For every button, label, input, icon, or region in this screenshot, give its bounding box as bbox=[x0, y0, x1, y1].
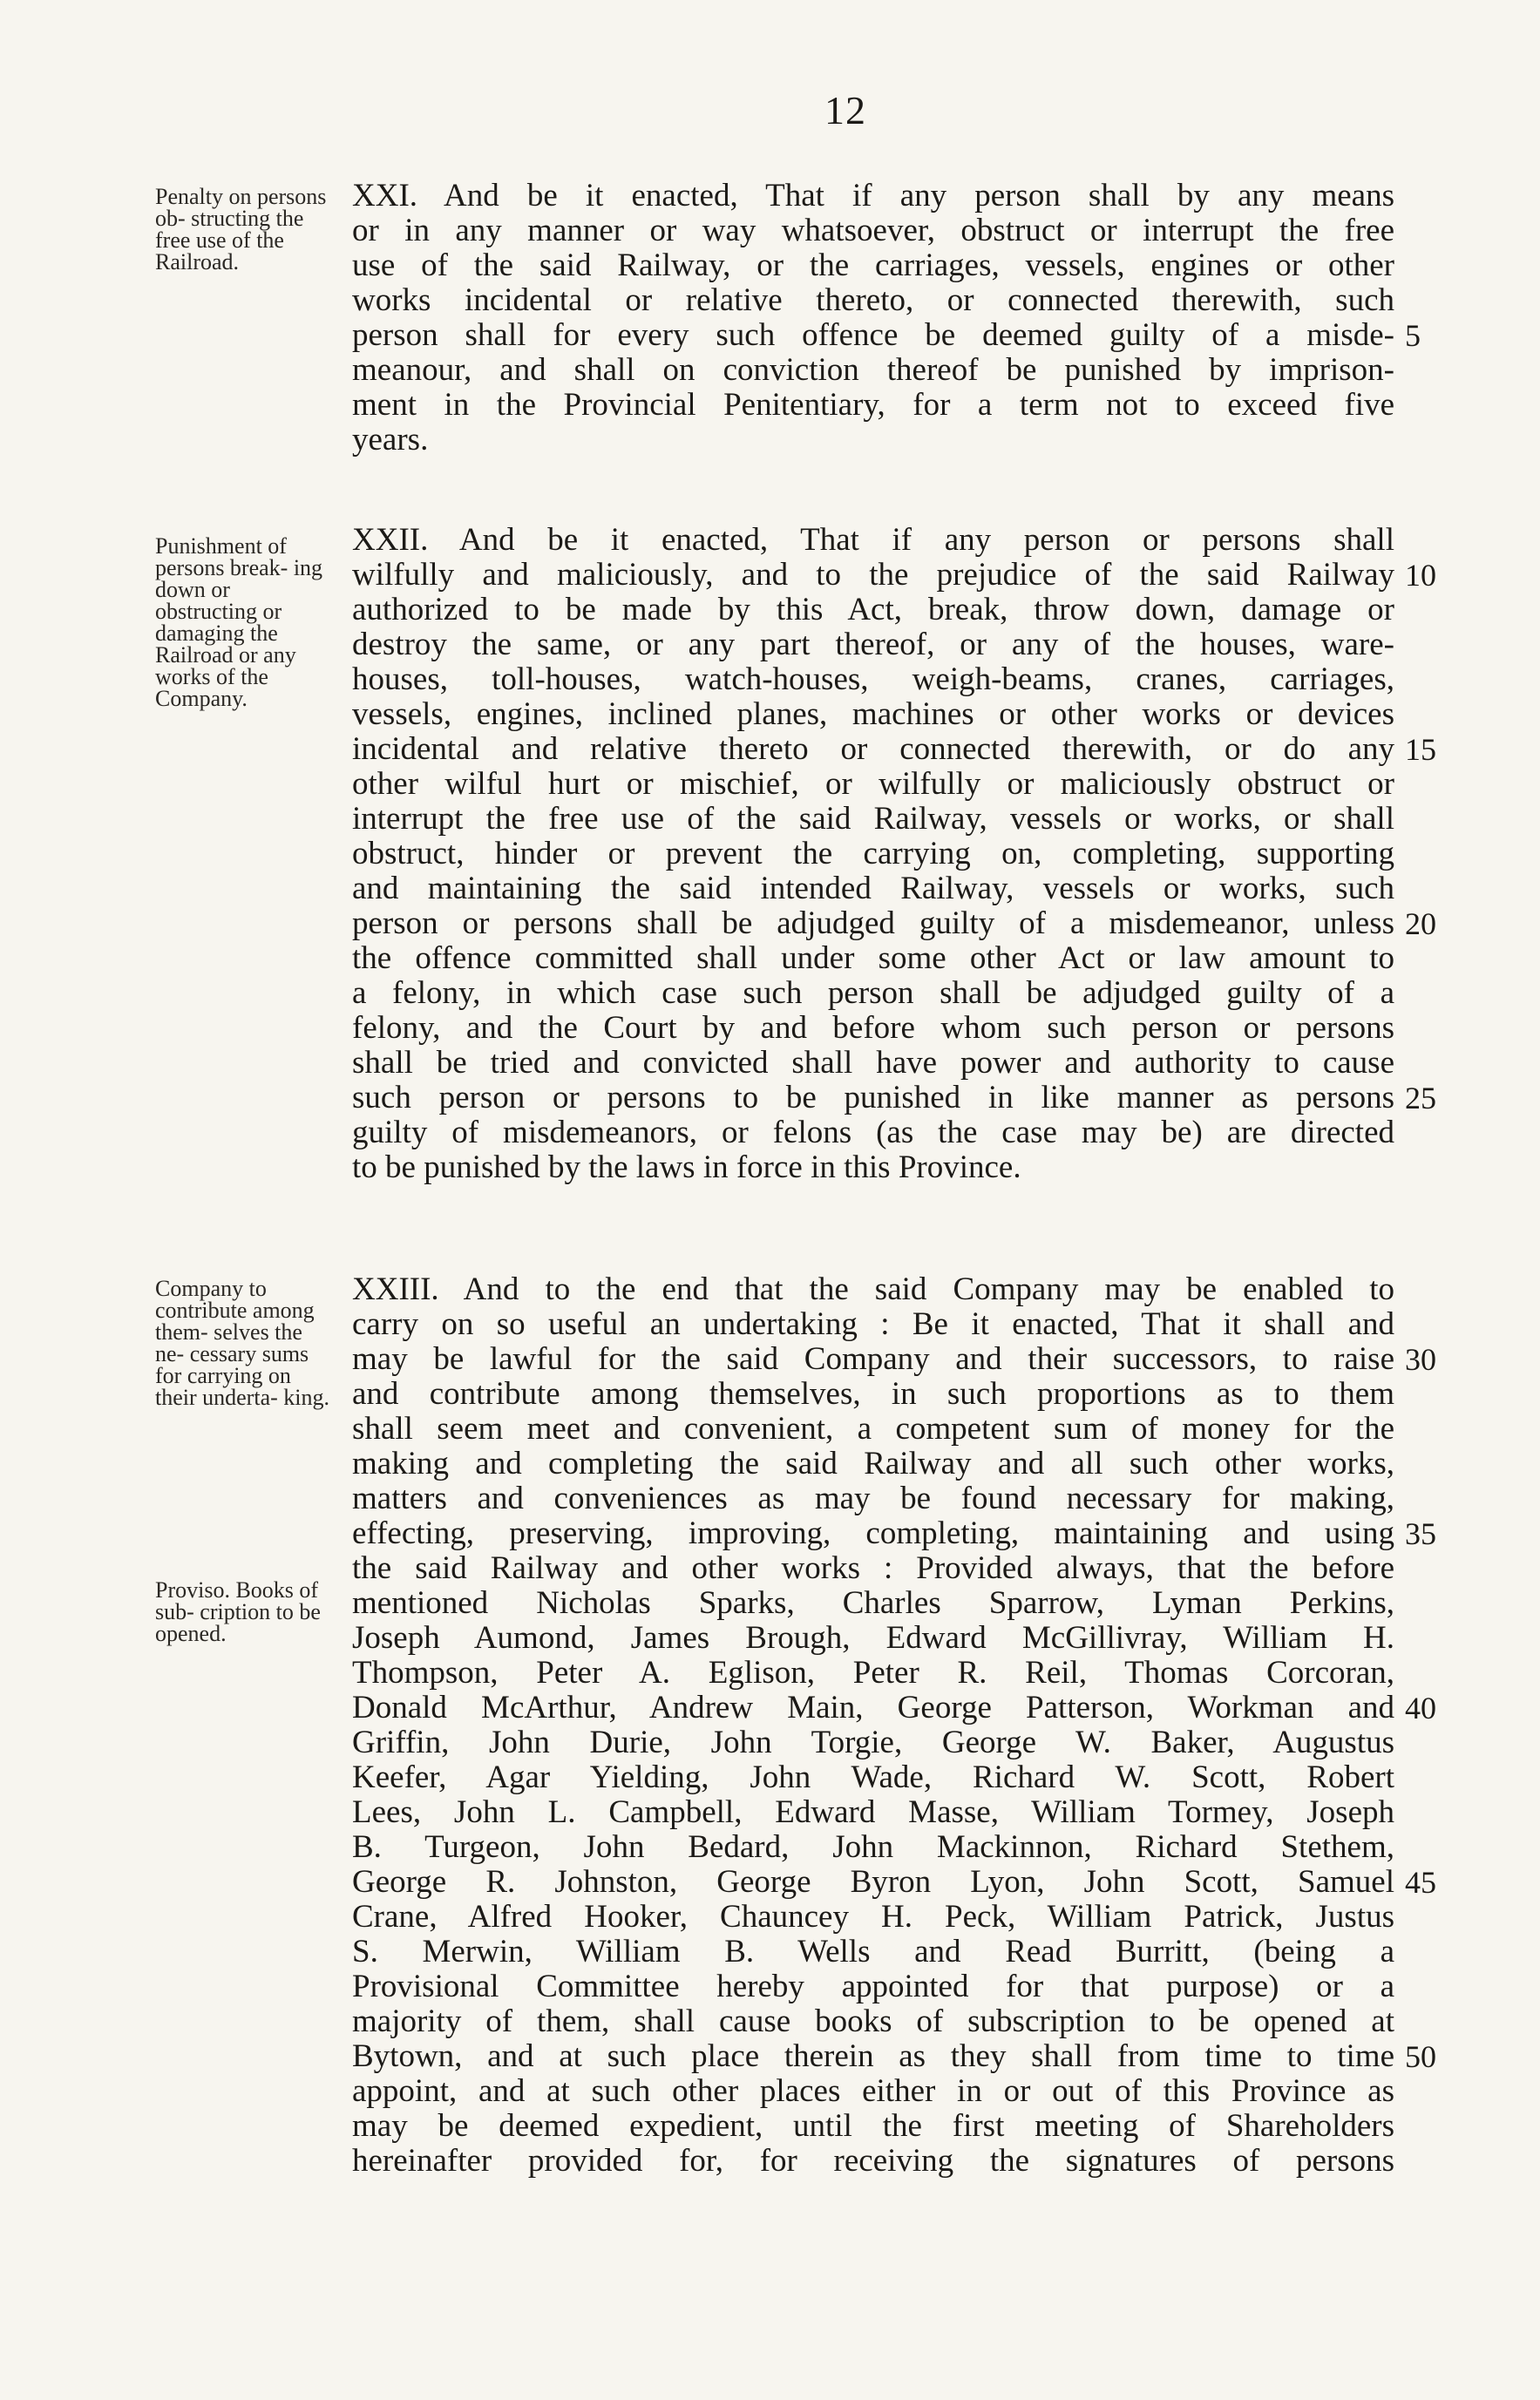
line-text: meanour, and shall on conviction thereof be punished by imprison- bbox=[352, 352, 1394, 388]
line-text: Joseph Aumond, James Brough, Edward McGillivray, William H. bbox=[352, 1620, 1394, 1656]
line-text: making and completing the said Railway and all such other works, bbox=[352, 1446, 1394, 1481]
text-line bbox=[352, 593, 1394, 627]
line-number: 5 bbox=[1405, 318, 1421, 353]
line-text: shall be tried and convicted shall have power and authority to cause bbox=[352, 1045, 1394, 1081]
text-line bbox=[352, 179, 1394, 214]
line-text: use of the said Railway, or the carriages, vessels, engines or other bbox=[352, 247, 1394, 283]
line-number: 30 bbox=[1405, 1342, 1436, 1377]
text-line bbox=[352, 976, 1394, 1011]
text-line bbox=[352, 1341, 1436, 1377]
text-line bbox=[352, 802, 1394, 837]
line-text: interrupt the free use of the said Railway, vessels or works, or shall bbox=[352, 801, 1394, 837]
sidenote: Penalty on persons ob- structing the free use of the Railroad. bbox=[155, 184, 327, 275]
line-text: shall seem meet and convenient, a competent sum of money for the bbox=[352, 1411, 1394, 1447]
line-text: mentioned Nicholas Sparks, Charles Sparrow, Lyman Perkins, bbox=[352, 1585, 1394, 1621]
text-line bbox=[352, 1046, 1394, 1081]
line-text: ment in the Provincial Penitentiary, for a term not to exceed five bbox=[352, 387, 1394, 423]
line-text: matters and conveniences as may be found necessary for making, bbox=[352, 1481, 1394, 1516]
text-line bbox=[352, 1011, 1394, 1046]
text-line bbox=[352, 1515, 1436, 1551]
line-text: a felony, in which case such person shall be adjudged guilty of a bbox=[352, 975, 1394, 1011]
line-text: houses, toll-houses, watch-houses, weigh-beams, cranes, carriages, bbox=[352, 661, 1394, 697]
text-line bbox=[352, 523, 1394, 558]
line-text: wilfully and maliciously, and to the prejudice of the said Railway bbox=[352, 557, 1394, 593]
text-line bbox=[352, 353, 1394, 388]
line-text: may be lawful for the said Company and their successors, to raise bbox=[352, 1341, 1394, 1377]
line-text: Provisional Committee hereby appointed for that purpose) or a bbox=[352, 1969, 1394, 2004]
line-text: XXIII. And to the end that the said Company may be enabled to bbox=[352, 1271, 1394, 1307]
line-text: effecting, preserving, improving, completing, maintaining and using bbox=[352, 1515, 1394, 1551]
text-line bbox=[352, 697, 1394, 732]
text-line bbox=[352, 905, 1436, 941]
text-line bbox=[352, 1795, 1394, 1830]
text-line bbox=[352, 557, 1436, 593]
line-number: 15 bbox=[1405, 732, 1436, 767]
text-line bbox=[352, 662, 1394, 697]
section-body bbox=[352, 1271, 1436, 2179]
text-line bbox=[352, 941, 1394, 976]
text-line bbox=[352, 1690, 1436, 1725]
text-line bbox=[352, 2074, 1394, 2109]
line-number: 45 bbox=[1405, 1865, 1436, 1900]
line-text: hereinafter provided for, for receiving the signatures of persons bbox=[352, 2143, 1394, 2179]
text-line bbox=[352, 1621, 1394, 1656]
text-line bbox=[352, 1969, 1394, 2004]
line-number: 25 bbox=[1405, 1081, 1436, 1115]
line-text: XXII. And be it enacted, That if any person or persons shall bbox=[352, 522, 1394, 558]
text-line bbox=[352, 2109, 1394, 2144]
line-text: the said Railway and other works : Provided always, that the before bbox=[352, 1550, 1394, 1586]
line-text: such person or persons to be punished in like manner as persons bbox=[352, 1080, 1394, 1115]
text-line bbox=[352, 627, 1394, 662]
text-line bbox=[352, 1272, 1394, 1307]
page-number: 12 bbox=[824, 88, 866, 132]
line-text: S. Merwin, William B. Wells and Read Burritt, (being a bbox=[352, 1934, 1394, 1969]
text-line bbox=[352, 317, 1421, 353]
text-line bbox=[352, 2004, 1394, 2039]
section-body bbox=[352, 178, 1421, 458]
line-number: 50 bbox=[1405, 2039, 1436, 2074]
text-line bbox=[352, 248, 1394, 283]
line-text: Crane, Alfred Hooker, Chauncey H. Peck, William Patrick, Justus bbox=[352, 1899, 1394, 1935]
line-text: George R. Johnston, George Byron Lyon, John Scott, Samuel bbox=[352, 1864, 1394, 1900]
text-line bbox=[352, 767, 1394, 802]
line-text: person or persons shall be adjudged guilty of a misdemeanor, unless bbox=[352, 905, 1394, 941]
text-line bbox=[352, 1830, 1394, 1865]
line-text: majority of them, shall cause books of subscription to be opened at bbox=[352, 2003, 1394, 2039]
line-text: vessels, engines, inclined planes, machines or other works or devices bbox=[352, 696, 1394, 732]
text-line bbox=[352, 1935, 1394, 1969]
line-text: appoint, and at such other places either in or out of this Province as bbox=[352, 2073, 1394, 2109]
line-text: and maintaining the said intended Railway, vessels or works, such bbox=[352, 871, 1394, 906]
text-line bbox=[352, 2144, 1394, 2179]
sidenote: Company to contribute among them- selves the ne- cessary sums for carrying on their underta- king. bbox=[155, 1276, 329, 1410]
line-text: destroy the same, or any part thereof, or any of the houses, ware- bbox=[352, 627, 1394, 662]
text-line bbox=[352, 1586, 1394, 1621]
text-line bbox=[352, 283, 1394, 318]
line-text: felony, and the Court by and before whom such person or persons bbox=[352, 1010, 1394, 1046]
text-line bbox=[352, 837, 1394, 871]
line-number: 20 bbox=[1405, 906, 1436, 941]
line-text: Thompson, Peter A. Eglison, Peter R. Reil, Thomas Corcoran, bbox=[352, 1655, 1394, 1691]
line-number: 10 bbox=[1405, 558, 1436, 593]
line-text: Keefer, Agar Yielding, John Wade, Richard W. Scott, Robert bbox=[352, 1759, 1394, 1795]
line-text: to be punished by the laws in force in this Province. bbox=[352, 1149, 1021, 1185]
text-line bbox=[352, 1080, 1436, 1115]
text-line bbox=[352, 1481, 1394, 1516]
text-line bbox=[352, 1656, 1394, 1691]
line-text: Lees, John L. Campbell, Edward Masse, William Tormey, Joseph bbox=[352, 1794, 1394, 1830]
text-line bbox=[352, 731, 1436, 767]
line-text: or in any manner or way whatsoever, obstruct or interrupt the free bbox=[352, 213, 1394, 248]
text-line bbox=[352, 1150, 1394, 1185]
line-text: Griffin, John Durie, John Torgie, George W. Baker, Augustus bbox=[352, 1725, 1394, 1760]
text-line bbox=[352, 1864, 1436, 1900]
line-number: 40 bbox=[1405, 1691, 1436, 1725]
text-line bbox=[352, 1307, 1394, 1342]
line-text: obstruct, hinder or prevent the carrying on, completing, supporting bbox=[352, 836, 1394, 871]
line-text: Donald McArthur, Andrew Main, George Patterson, Workman and bbox=[352, 1690, 1394, 1725]
sidenote: Proviso. Books of sub- cription to be opened. bbox=[155, 1577, 321, 1646]
text-line bbox=[352, 2038, 1436, 2074]
line-text: B. Turgeon, John Bedard, John Mackinnon, Richard Stethem, bbox=[352, 1829, 1394, 1865]
text-line bbox=[352, 1412, 1394, 1447]
text-line bbox=[352, 423, 1394, 458]
text-line bbox=[352, 1447, 1394, 1481]
line-text: guilty of misdemeanors, or felons (as the case may be) are directed bbox=[352, 1115, 1394, 1150]
line-text: other wilful hurt or mischief, or wilfully or maliciously obstruct or bbox=[352, 766, 1394, 802]
text-line bbox=[352, 1551, 1394, 1586]
sidenote: Punishment of persons break- ing down or obstructing or damaging the Railroad or any works of the Company. bbox=[155, 533, 323, 711]
line-number: 35 bbox=[1405, 1516, 1436, 1551]
text-line bbox=[352, 214, 1394, 248]
line-text: may be deemed expedient, until the first meeting of Shareholders bbox=[352, 2108, 1394, 2144]
section-body bbox=[352, 522, 1436, 1185]
line-text: Bytown, and at such place therein as they shall from time to time bbox=[352, 2038, 1394, 2074]
line-text: authorized to be made by this Act, break, throw down, damage or bbox=[352, 592, 1394, 627]
text-line bbox=[352, 1115, 1394, 1150]
text-line bbox=[352, 388, 1394, 423]
text-line bbox=[352, 871, 1394, 906]
line-text: carry on so useful an undertaking : Be it enacted, That it shall and bbox=[352, 1306, 1394, 1342]
line-text: years. bbox=[352, 422, 429, 458]
text-line bbox=[352, 1377, 1394, 1412]
text-line bbox=[352, 1725, 1394, 1760]
text-line bbox=[352, 1760, 1394, 1795]
line-text: and contribute among themselves, in such proportions as to them bbox=[352, 1376, 1394, 1412]
line-text: the offence committed shall under some other Act or law amount to bbox=[352, 940, 1394, 976]
line-text: XXI. And be it enacted, That if any person shall by any means bbox=[352, 178, 1394, 214]
line-text: person shall for every such offence be deemed guilty of a misde- bbox=[352, 317, 1394, 353]
line-text: works incidental or relative thereto, or connected therewith, such bbox=[352, 282, 1394, 318]
line-text: incidental and relative thereto or connected therewith, or do any bbox=[352, 731, 1394, 767]
text-line bbox=[352, 1900, 1394, 1935]
